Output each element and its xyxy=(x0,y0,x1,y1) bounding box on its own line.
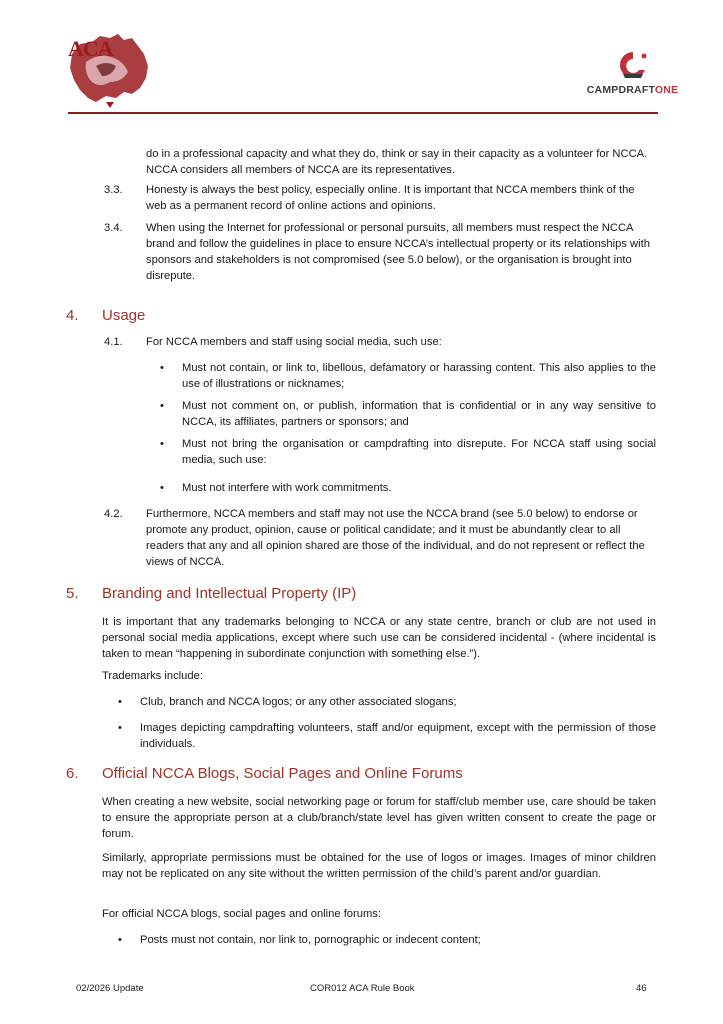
bullet-icon: • xyxy=(160,400,164,412)
section-6-heading xyxy=(66,766,666,786)
item-4-2-text: Furthermore, NCCA members and staff may not use the NCCA brand (see 5.0 below) to endorse or promote any product, opinion, cause or political candidate; and it must be abundantly clear to all readers that any and all opinion shared are those of the individual, and do not represent or reflect the views of NCCA. xyxy=(146,508,645,568)
bullet-icon: • xyxy=(118,696,122,708)
footer-date: 02/2026 Update xyxy=(76,983,144,994)
footer-page-number: 46 xyxy=(636,983,647,994)
section-5-paragraph-2: Trademarks include: xyxy=(102,670,203,682)
item-number-3-3: 3.3. xyxy=(104,184,123,196)
section-5-paragraph-1: It is important that any trademarks belonging to NCCA or any state centre, branch or club are not used in personal social media applications, except where such use can be considered incidental - (where incidental is taken to mean “happening in subordinate conjunction with something else.”). xyxy=(102,616,656,660)
bullet-icon: • xyxy=(160,438,164,450)
section-5-number: 5. xyxy=(66,585,79,602)
item-number-4-1: 4.1. xyxy=(104,336,123,348)
section3-intro-continued: do in a professional capacity and what they do, think or say in their capacity as a volunteer for NCCA. NCCA considers all members of NCCA are its representatives. xyxy=(146,148,648,176)
section-6-paragraph-1: When creating a new website, social networking page or forum for staff/club member use, care should be taken to ensure the appropriate person at a club/branch/state level has given written consent to create the page or forum. xyxy=(102,796,656,840)
item-4-1-text: For NCCA members and staff using social media, such use: xyxy=(146,336,442,348)
aca-logo-text: ACA xyxy=(68,36,113,61)
section-6-number: 6. xyxy=(66,765,79,782)
bullet-icon: • xyxy=(160,482,164,494)
section-6-paragraph-3: For official NCCA blogs, social pages and online forums: xyxy=(102,908,381,920)
campdraftone-wordmark: CAMPDRAFTONE xyxy=(586,84,679,96)
section-4-title: Usage xyxy=(102,307,146,324)
footer-document-title: COR012 ACA Rule Book xyxy=(310,983,415,994)
bullet-icon: • xyxy=(118,722,122,734)
bullet-icon: • xyxy=(118,934,122,946)
bullet-icon: • xyxy=(160,362,164,374)
page-body: do in a professional capacity and what they do, think or say in their capacity as a volunteer for NCCA. NCCA considers all members of NCCA are its representatives. 3.3. Honesty is always the best policy, especially online. It is important that NCCA members think of the web as a permanent record of online actions and opinions. 3.4. When using the Internet for professional or personal pursuits, all members must respect the NCCA brand and follow the guidelines in place to ensure NCCA’s intellectual property or its relationships with sponsors and stakeholders is not compromised (see 5.0 below), or the organisation is brought into disrepute. 4. Usage 4.1. For NCCA members and staff using social media, such use: • Must not contain, or link to, libellous, defamatory or harassing content. This also applies to the use of illustrations or nicknames; • Must not comment on, or publish, information that is confidential or in any way sensitive to NCCA, its affiliates, partners or sponsors; and • Must not bring the organisation or campdrafting into disrepute. For NCCA staff using social media, such use: • Must not interfere with work commitments. 4.2. Furthermore, NCCA members and staff may not use the NCCA brand (see 5.0 below) to endorse or promote any product, opinion, cause or political candidate; and it must be abundantly clear to all readers that any and all opinion shared are those of the individual, and do not represent or reflect the views of NCCA. 5. Branding and Intellectual Property (IP) It is important that any trademarks belonging to NCCA or any state centre, branch or club are not used in personal social media applications, except where such use can be considered incidental - (where incidental is taken to mean “happening in subordinate conjunction with something else.”). Trademarks include: • Club, branch and NCCA logos; or any other associated slogans; • Images depicting campdrafting volunteers, staff and/or equipment, except with the permission of those individuals. 6. Official NCCA Blogs, Social Pages and Online Forums When creating a new website, social networking page or forum for staff/club member use, care should be taken to ensure the appropriate person at a club/branch/state level has given written consent to create the page or forum. Similarly, appropriate permissions must be obtained for the use of logos or images. Images of minor children may not be replicated on any site without the written permission of the child’s parent and/or guardian. For official NCCA blogs, social pages and online forums: • Posts must not contain, nor link to, pornographic or indecent content; xyxy=(0,0,723,1024)
section-5-heading xyxy=(66,586,626,606)
item-3-4-text: When using the Internet for professional or personal pursuits, all members must respect the NCCA brand and follow the guidelines in place to ensure NCCA’s intellectual property or its relationships with sponsors and stakeholders is not compromised (see 5.0 below), or the organisation is brought into disrepute. xyxy=(146,222,650,282)
section-6-title: Official NCCA Blogs, Social Pages and Online Forums xyxy=(102,765,463,782)
section-4-number: 4. xyxy=(66,307,79,324)
section-4-heading xyxy=(66,308,566,328)
section-6-paragraph-2: Similarly, appropriate permissions must be obtained for the use of logos or images. Images of minor children may not be replicated on any site without the written permission of the child’s parent and/or guardian. xyxy=(102,852,656,880)
item-number-4-2: 4.2. xyxy=(104,508,123,520)
item-3-3-text: Honesty is always the best policy, especially online. It is important that NCCA members think of the web as a permanent record of online actions and opinions. xyxy=(146,184,635,212)
item-number-3-4: 3.4. xyxy=(104,222,123,234)
section-5-title: Branding and Intellectual Property (IP) xyxy=(102,585,357,602)
